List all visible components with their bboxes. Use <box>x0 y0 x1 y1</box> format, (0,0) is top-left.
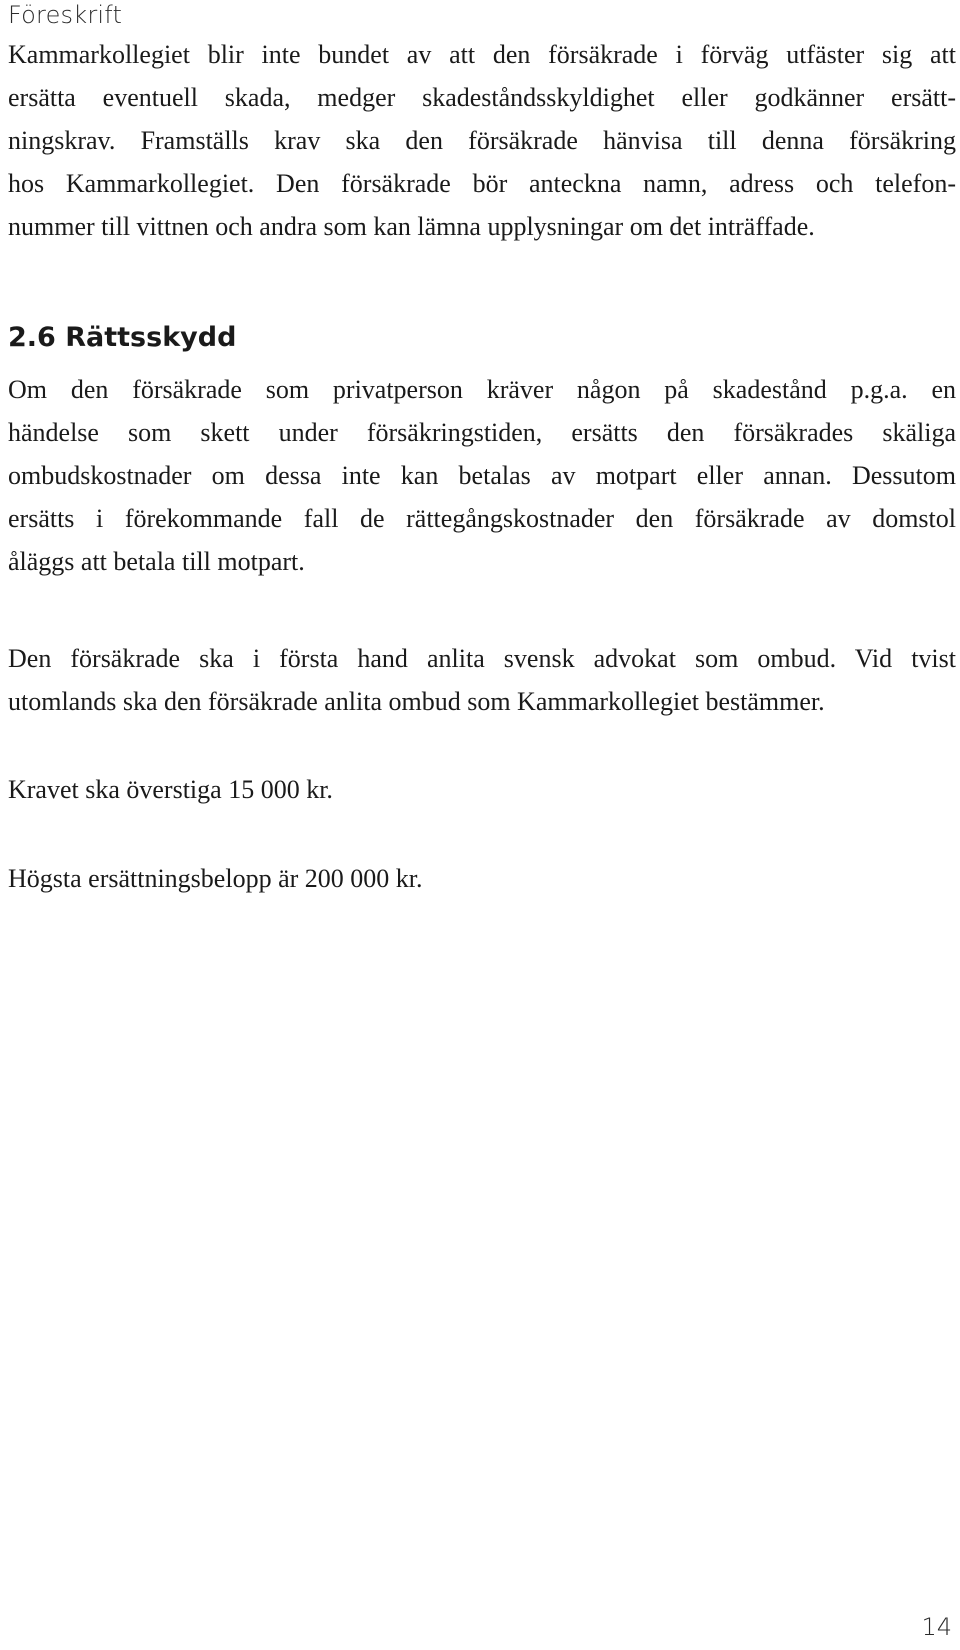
paragraph-foreskrift <box>8 33 956 248</box>
page-number: 14 <box>921 1613 952 1641</box>
paragraph-line: händelse som skett under försäkringstiden, ersätts den försäkrades skäliga <box>8 418 956 447</box>
paragraph-line: åläggs att betala till motpart. <box>8 547 305 576</box>
paragraph-line: Den försäkrade ska i första hand anlita svensk advokat som ombud. Vid tvist <box>8 644 956 673</box>
paragraph-line: ombudskostnader om dessa inte kan betalas av motpart eller annan. Dessutom <box>8 461 956 490</box>
paragraph-line: ningskrav. Framställs krav ska den försäkrade hänvisa till denna försäkring <box>8 126 956 155</box>
paragraph-line: Kravet ska överstiga 15 000 kr. <box>8 775 333 804</box>
paragraph-line: ersätta eventuell skada, medger skadeståndsskyldighet eller godkänner ersätt- <box>8 83 956 112</box>
paragraph-rattsskydd-4 <box>8 857 956 900</box>
paragraph-line: Om den försäkrade som privatperson kräver någon på skadestånd p.g.a. en <box>8 375 956 404</box>
section-heading-foreskrift: Föreskrift <box>8 1 123 29</box>
paragraph-rattsskydd-1 <box>8 368 956 583</box>
paragraph-rattsskydd-2 <box>8 637 956 723</box>
paragraph-line: nummer till vittnen och andra som kan lämna upplysningar om det inträffade. <box>8 212 815 241</box>
paragraph-line: utomlands ska den försäkrade anlita ombud som Kammarkollegiet bestämmer. <box>8 687 825 716</box>
section-heading-rattsskydd: 2.6 Rättsskydd <box>8 322 237 353</box>
paragraph-line: hos Kammarkollegiet. Den försäkrade bör anteckna namn, adress och telefon- <box>8 169 956 198</box>
paragraph-line: Kammarkollegiet blir inte bundet av att den försäkrade i förväg utfäster sig att <box>8 40 956 69</box>
paragraph-rattsskydd-3 <box>8 768 956 811</box>
paragraph-line: ersätts i förekommande fall de rättegångskostnader den försäkrade av domstol <box>8 504 956 533</box>
paragraph-line: Högsta ersättningsbelopp är 200 000 kr. <box>8 864 423 893</box>
